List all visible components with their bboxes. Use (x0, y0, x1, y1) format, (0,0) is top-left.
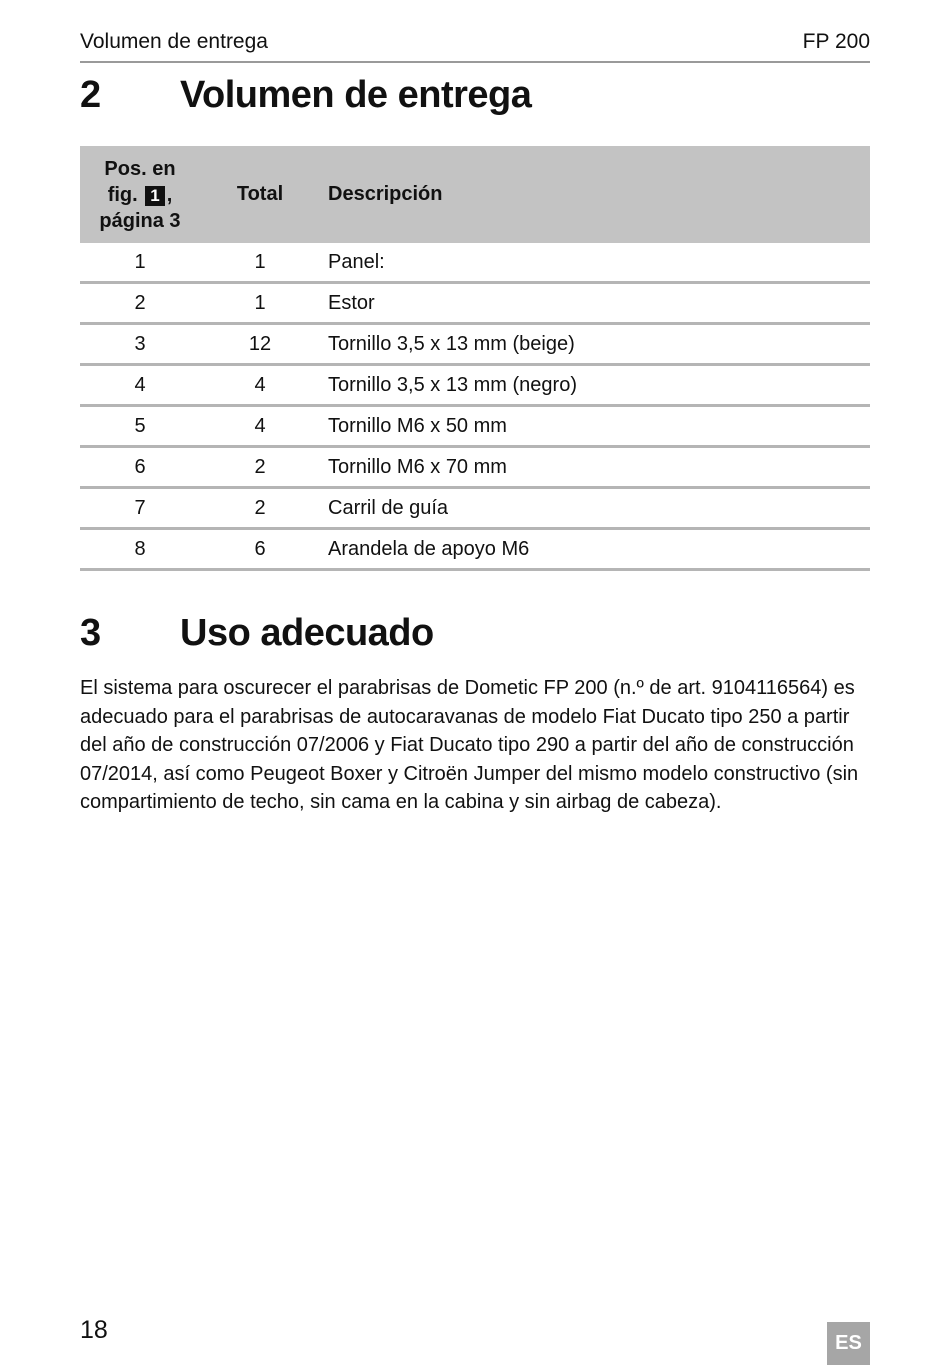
section-2-title: Volumen de entrega (180, 74, 532, 116)
running-header (80, 30, 870, 63)
cell-description: Carril de guía (320, 488, 870, 529)
cell-description: Tornillo M6 x 70 mm (320, 447, 870, 488)
page-number: 18 (80, 1316, 108, 1344)
table-row (80, 447, 870, 488)
section-3-heading (80, 612, 434, 655)
cell-description: Tornillo 3,5 x 13 mm (negro) (320, 365, 870, 406)
cell-description: Tornillo M6 x 50 mm (320, 406, 870, 447)
cell-pos: 1 (80, 243, 200, 283)
header-pos-line3: página 3 (99, 209, 181, 232)
table-row (80, 324, 870, 365)
cell-pos: 5 (80, 406, 200, 447)
table-row (80, 365, 870, 406)
cell-pos: 8 (80, 529, 200, 570)
header-pos-fig-prefix: fig. (107, 183, 138, 206)
header-description: Descripción (320, 146, 870, 243)
cell-description: Estor (320, 283, 870, 324)
header-pos (80, 146, 200, 243)
cell-pos: 4 (80, 365, 200, 406)
language-tab: ES (827, 1322, 870, 1365)
table-row (80, 488, 870, 529)
cell-description: Arandela de apoyo M6 (320, 529, 870, 570)
cell-pos: 3 (80, 324, 200, 365)
header-total: Total (200, 146, 320, 243)
table-row (80, 283, 870, 324)
header-product-name: FP 200 (802, 30, 870, 53)
section-2-number: 2 (80, 74, 101, 116)
section-2-heading (80, 74, 531, 117)
section-3-body-text: El sistema para oscurecer el parabrisas de Dometic FP 200 (n.º de art. 9104116564) es adecuado para el parabrisas de autocaravanas de modelo Fiat Ducato tipo 250 a partir del año de construcción 07/2006 y Fiat Ducato tipo 290 a partir del año de construcción 07/2014, así como Peugeot Boxer y Citroën Jumper del mismo modelo constructivo (sin compartimiento de techo, sin cama en la cabina y sin airbag de cabeza). (80, 677, 859, 813)
cell-total: 12 (200, 324, 320, 365)
header-pos-line1: Pos. en (104, 157, 176, 180)
header-section-title: Volumen de entrega (80, 30, 268, 53)
cell-description: Tornillo 3,5 x 13 mm (beige) (320, 324, 870, 365)
cell-total: 4 (200, 365, 320, 406)
table-row (80, 243, 870, 283)
cell-description: Panel: (320, 243, 870, 283)
cell-total: 1 (200, 243, 320, 283)
cell-total: 2 (200, 488, 320, 529)
table-row (80, 529, 870, 570)
cell-pos: 2 (80, 283, 200, 324)
cell-total: 1 (200, 283, 320, 324)
header-pos-fig-suffix: , (166, 183, 173, 206)
cell-total: 6 (200, 529, 320, 570)
delivery-table (80, 146, 870, 571)
cell-total: 2 (200, 447, 320, 488)
cell-pos: 7 (80, 488, 200, 529)
section-3-title: Uso adecuado (180, 612, 434, 654)
section-3-number: 3 (80, 612, 101, 654)
table-header-row (80, 146, 870, 243)
cell-total: 4 (200, 406, 320, 447)
figure-reference-badge: 1 (145, 186, 164, 206)
cell-pos: 6 (80, 447, 200, 488)
table-row (80, 406, 870, 447)
